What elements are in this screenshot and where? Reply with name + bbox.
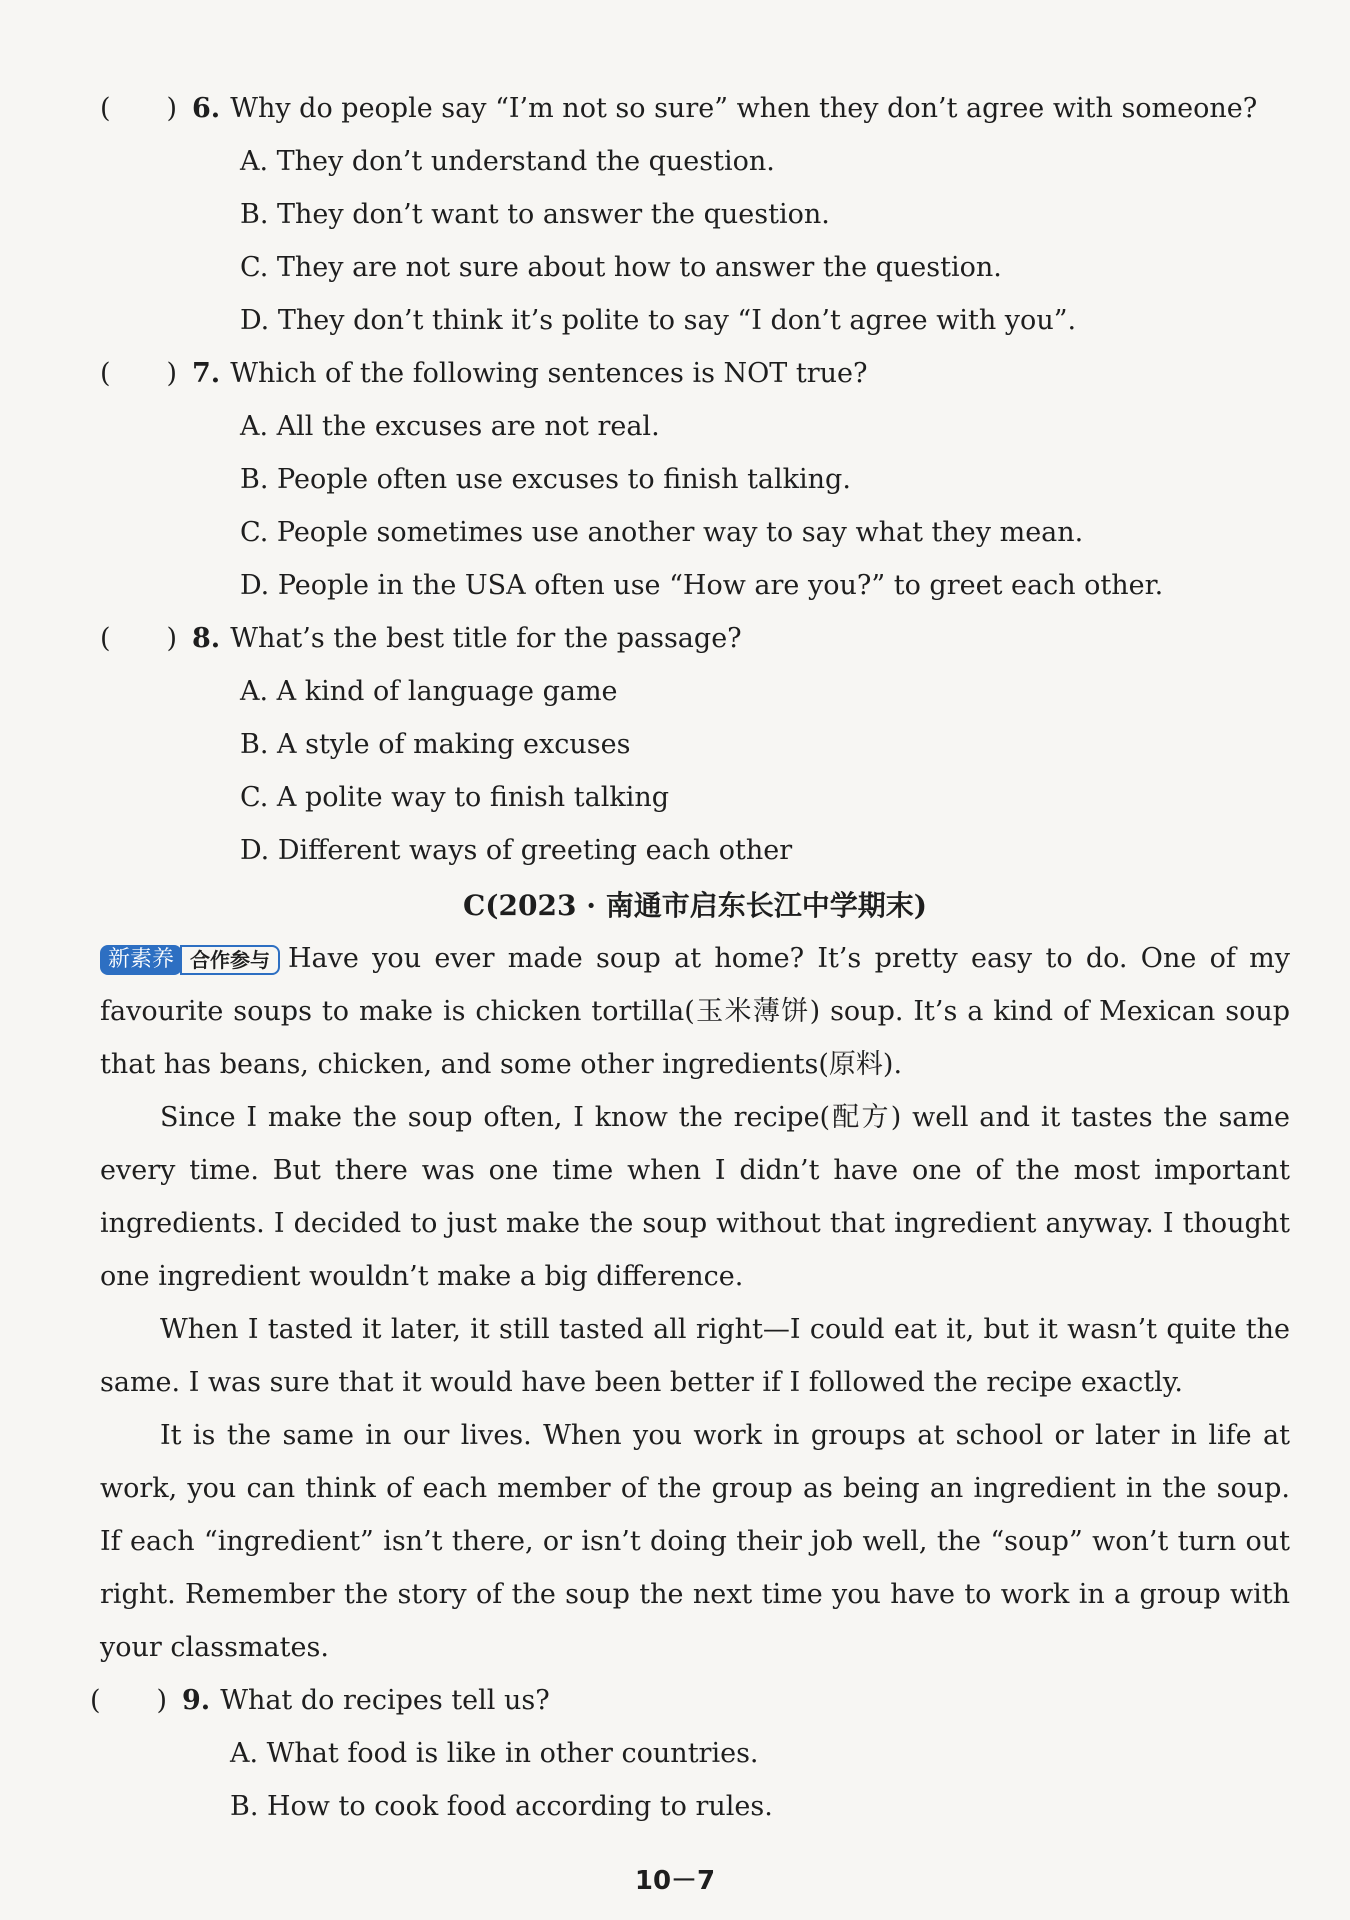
question-number: 8. [192,623,221,654]
option-a: A. A kind of language game [240,676,618,707]
answer-bracket[interactable]: ( ) [100,93,178,124]
option-a: A. They don’t understand the question. [240,146,775,177]
option-list [240,665,1290,877]
passage-paragraph-1: 新素养 合作参与 Have you ever made soup at home? It’s pretty easy to do. One of my favourite soups to make is chicken tortilla(玉米薄饼) soup. It’s a kind of Mexican soup that has beans, chicken, and some other ingredients(原料). [100,943,1290,1080]
literacy-tag [100,945,280,975]
question-stem [100,82,1290,135]
question-stem [100,347,1290,400]
question-6 [100,82,1290,347]
answer-bracket[interactable]: ( ) [100,358,178,389]
question-8 [100,612,1290,877]
question-text: What do recipes tell us? [220,1685,550,1716]
option-list [240,135,1290,347]
tag-cooperation: 合作参与 [180,945,280,975]
option-a: A. All the excuses are not real. [240,411,660,442]
question-number: 7. [192,358,221,389]
question-text: Which of the following sentences is NOT true? [230,358,868,389]
question-number: 9. [182,1685,211,1716]
answer-bracket[interactable]: ( ) [90,1685,168,1716]
passage-paragraph-4: It is the same in our lives. When you work in groups at school or later in life at work, you can think of each member of the group as being an ingredient in the soup. If each “ingredient” isn’t there, or isn’t doing their job well, the “soup” won’t turn out right. Remember the story of the soup the next time you have to work in a group with your classmates. [100,1420,1290,1663]
question-number: 6. [192,93,221,124]
option-b: B. A style of making excuses [240,729,631,760]
page-number: 10－7 [634,1866,716,1896]
option-b: B. People often use excuses to finish talking. [240,464,851,495]
question-stem [100,612,1290,665]
question-9 [90,1674,1290,1833]
option-d: D. Different ways of greeting each other [240,835,793,866]
passage-paragraph-2: Since I make the soup often, I know the recipe(配方) well and it tastes the same every time. But there was one time when I didn’t have one of the most important ingredients. I decided to just make the soup without that ingredient anyway. I thought one ingredient wouldn’t make a big difference. [100,1102,1290,1292]
option-d: D. People in the USA often use “How are you?” to greet each other. [240,570,1164,601]
option-c: C. People sometimes use another way to say what they mean. [240,517,1084,548]
answer-bracket[interactable]: ( ) [100,623,178,654]
question-stem [90,1674,1290,1727]
option-list [240,400,1290,612]
question-7 [100,347,1290,612]
option-a: A. What food is like in other countries. [230,1738,759,1769]
option-list [230,1727,1290,1833]
tag-new-literacy: 新素养 [100,945,182,975]
option-d: D. They don’t think it’s polite to say “I don’t agree with you”. [240,305,1077,336]
question-text: What’s the best title for the passage? [230,623,742,654]
passage-paragraph-3: When I tasted it later, it still tasted all right—I could eat it, but it wasn’t quite the same. I was sure that it would have been better if I followed the recipe exactly. [100,1314,1290,1398]
option-b: B. They don’t want to answer the question. [240,199,830,230]
question-text: Why do people say “I’m not so sure” when they don’t agree with someone? [230,93,1258,124]
section-c-title: C(2023 · 南通市启东长江中学期末) [463,889,927,922]
option-c: C. They are not sure about how to answer the question. [240,252,1002,283]
option-b: B. How to cook food according to rules. [230,1791,773,1822]
option-c: C. A polite way to finish talking [240,782,670,813]
